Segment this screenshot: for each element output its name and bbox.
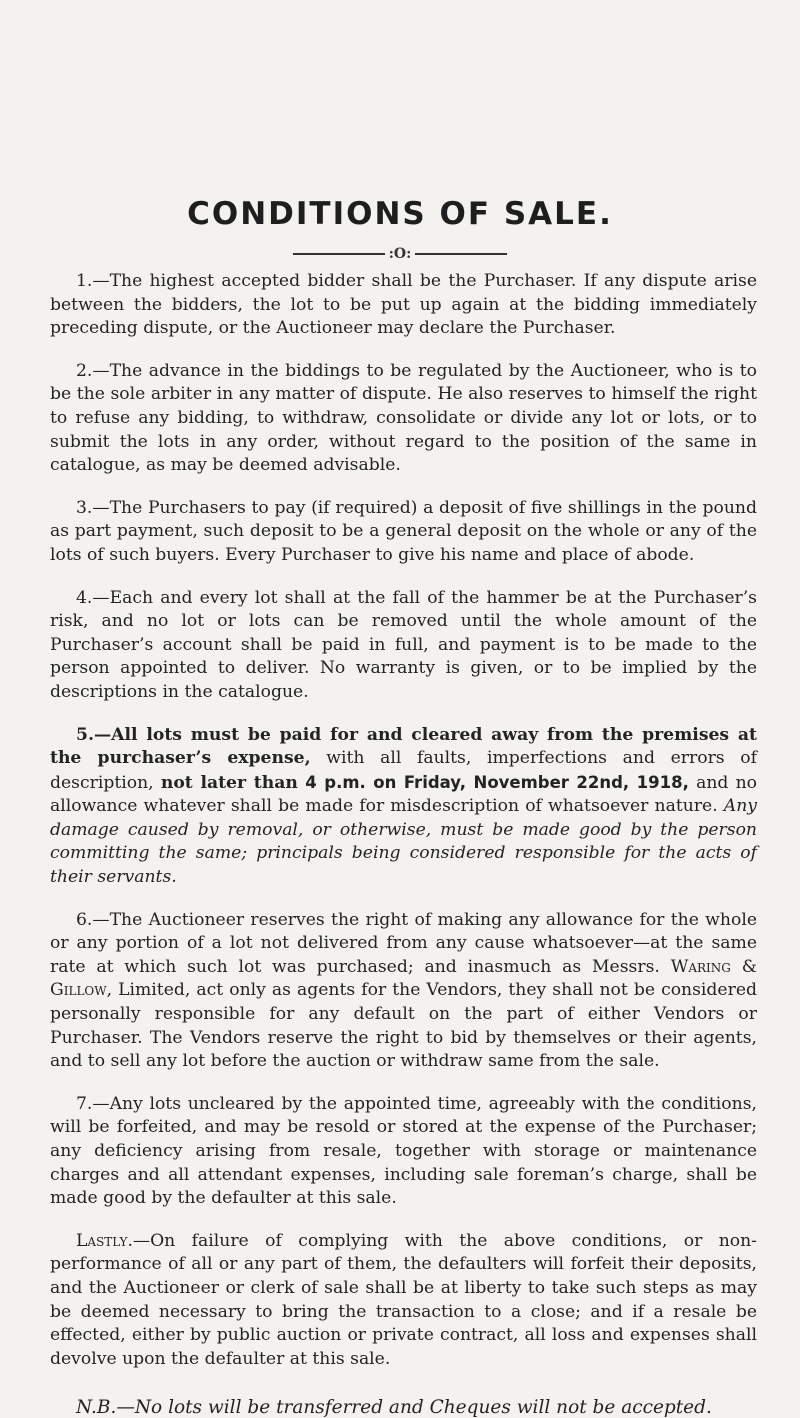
conditions-body <box>50 270 757 1418</box>
condition-1: 1.—The highest accepted bidder shall be the Purchaser. If any dispute arise between the bidders, the lot to be put up again at the bidding immediately preceding dispute, or the Auctioneer may declare the Purchaser. <box>50 271 757 339</box>
condition-3: 3.—The Purchasers to pay (if required) a deposit of five shillings in the pound as part payment, such deposit to be a general deposit on the whole or any of the lots of such buyers. Every Purchaser to give his name and place of abode. <box>50 497 757 565</box>
footnote: N.B.—No lots will be transferred and Cheques will not be accepted. <box>76 1397 712 1418</box>
condition-6-part-c: , Limited, act only as agents for the Vendors, they shall not be considered personally responsible for any default on the part of either Vendors or Purchaser. The Vendors reserve the right to bid by themselves or their agents, and to sell any lot before the auction or withdraw same from the sale. <box>50 980 757 1072</box>
condition-lastly-text: .—On failure of complying with the above conditions, or non-performance of all or any part of them, the defaulters will forfeit their deposits, and the Auctioneer or clerk of sale shall be at liberty to take such steps as may be deemed necessary to bring the transaction to a close; and if a resale be effected, either by public auction or private contract, all loss and expenses shall devolve upon the defaulter at this sale. <box>50 1230 757 1369</box>
condition-6-firm-name: Waring & Gillow <box>50 956 757 1001</box>
condition-5-deadline-prefix: not later than <box>160 772 298 793</box>
ornament-rule-left <box>293 253 385 255</box>
condition-5-deadline: 4 p.m. on Friday, November 22nd, 1918, <box>297 772 689 792</box>
condition-5-lead: 5.—All lots must be paid for and cleared away from the premises at the purchaser’s expense, <box>50 724 757 769</box>
condition-5 <box>50 724 757 890</box>
page-title: CONDITIONS OF SALE. <box>187 196 613 232</box>
ornament-rule-right <box>415 253 507 255</box>
condition-5-faults: with all faults, imperfections and errors of description, <box>50 748 757 793</box>
condition-5-allowance: and no allowance whatever shall be made for misdescription of whatsoever nature. <box>50 772 758 817</box>
condition-lastly-label: Lastly <box>76 1230 128 1251</box>
ornament-mark: :O: <box>388 246 412 262</box>
condition-6-part-a: 6.—The Auctioneer reserves the right of making any allowance for the whole or any portion of a lot not delivered from any cause whatsoever—at the same rate at which such lot was purchased; and inasmuch as Messrs. <box>50 909 757 977</box>
condition-5-damage: Any damage caused by removal, or otherwise, must be made good by the person committing the same; principals being considered responsible for the acts of their servants. <box>50 796 757 888</box>
condition-4: 4.—Each and every lot shall at the fall of the hammer be at the Purchaser’s risk, and no lot or lots can be removed until the whole amount of the Purchaser’s account shall be paid in full, and payment is to be made to the person appointed to deliver. No warranty is given, or to be implied by the descriptions in the catalogue. <box>50 587 757 702</box>
condition-7: 7.—Any lots uncleared by the appointed time, agreeably with the conditions, will be forfeited, and may be resold or stored at the expense of the Purchaser; any deficiency arising from resale, together with storage or maintenance charges and all attendant expenses, including sale foreman’s charge, shall be made good by the defaulter at this sale. <box>50 1093 757 1209</box>
condition-6 <box>50 909 757 1074</box>
condition-lastly <box>50 1230 757 1372</box>
title-ornament <box>0 246 800 262</box>
condition-2: 2.—The advance in the biddings to be regulated by the Auctioneer, who is to be the sole arbiter in any matter of dispute. He also reserves to himself the right to refuse any bidding, to withdraw, consolidate or divide any lot or lots, or to submit the lots in any order, without regard to the position of the same in catalogue, as may be deemed advisable. <box>50 360 757 476</box>
